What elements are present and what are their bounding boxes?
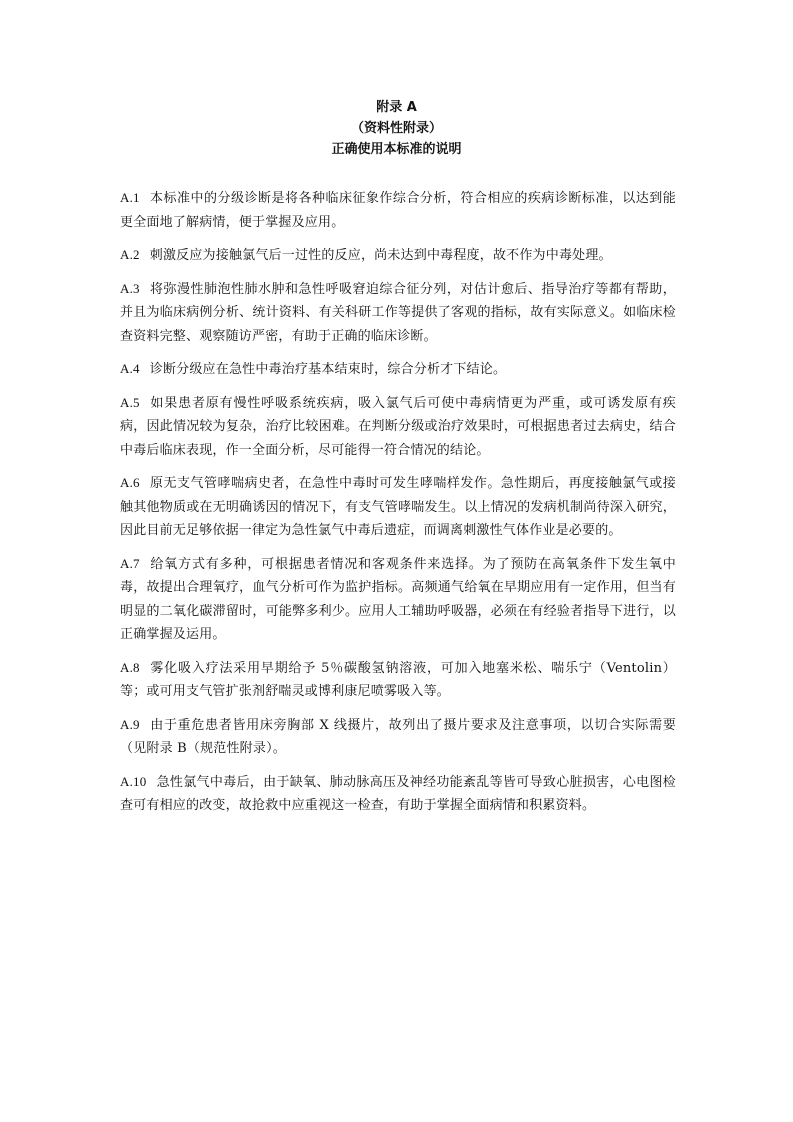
clause-a1 [120,186,676,234]
clause-number: A.1 [120,190,140,205]
clause-a9 [120,713,676,761]
clause-number: A.9 [120,716,140,732]
clause-a4 [120,357,676,382]
clause-a5 [120,391,676,463]
clause-a6 [120,471,676,543]
clause-number: A.2 [120,247,140,262]
clause-number: A.8 [120,659,140,675]
clause-text: 刺激反应为接触氯气后一过性的反应，尚未达到中毒程度，故不作为中毒处理。 [149,248,612,263]
clause-text: 如果患者原有慢性呼吸系统疾病，吸入氯气后可使中毒病情更为严重，或可诱发原有疾病，因此情况较为复杂，治疗比较困难。在判断分级或治疗效果时，可根据患者过去病史，结合中毒后临床表现，作一全面分析，尽可能得一符合情况的结论。 [120,395,676,458]
clause-text: 将弥漫性肺泡性肺水肿和急性呼吸窘迫综合征分列，对估计愈后、指导治疗等都有帮助，并且为临床病例分析、统计资料、有关科研工作等提供了客观的指标，故有实际意义。如临床检查资料完整、观察随访严密，有助于正确的临床诊断。 [120,281,676,344]
clause-text: 给氧方式有多种，可根据患者情况和客观条件来选择。为了预防在高氧条件下发生氧中毒，故提出合理氧疗，血气分析可作为监护指标。高频通气给氧在早期应用有一定作用，但当有明显的二氧化碳滞留时，可能弊多利少。应用人工辅助呼吸器，必须在有经验者指导下进行，以正确掌握及运用。 [120,556,676,642]
clause-number: A.5 [120,394,140,410]
clause-a3 [120,277,676,349]
clause-a7 [120,552,676,647]
clause-number: A.10 [120,773,147,789]
clause-text: 原无支气管哮喘病史者，在急性中毒时可发生哮喘样发作。急性期后，再度接触氯气或接触其他物质或在无明确诱因的情况下，有支气管哮喘发生。以上情况的发病机制尚待深入研究，因此目前无足够依据一律定为急性氯气中毒后遗症，而调离刺激性气体作业是必要的。 [120,476,676,538]
clause-number: A.6 [120,475,140,490]
appendix-header [0,97,793,160]
appendix-title: 正确使用本标准的说明 [331,142,462,157]
clause-list [120,186,676,827]
appendix-nature: （资料性附录） [350,121,442,136]
clause-a10 [120,770,676,818]
clause-a8 [120,656,676,704]
clause-number: A.3 [120,280,140,296]
clause-number: A.7 [120,555,140,571]
clause-text: 急性氯气中毒后，由于缺氧、肺动脉高压及神经功能紊乱等皆可导致心脏损害，心电图检查可有相应的改变，故抢救中应重视这一检查，有助于掌握全面病情和积累资料。 [120,774,676,813]
clause-text: 诊断分级应在急性中毒治疗基本结束时，综合分析才下结论。 [149,362,507,377]
clause-text: 雾化吸入疗法采用早期给予 5％碳酸氢钠溶液，可加入地塞米松、喘乐宁（Ventolin）等；或可用支气管扩张剂舒喘灵或博利康尼喷雾吸入等。 [120,660,676,699]
clause-number: A.4 [120,361,140,376]
clause-a2 [120,243,676,268]
clause-text: 本标准中的分级诊断是将各种临床征象作综合分析，符合相应的疾病诊断标准，以达到能更全面地了解病情，便于掌握及应用。 [120,191,676,230]
clause-text: 由于重危患者皆用床旁胸部 X 线摄片，故列出了摄片要求及注意事项，以切合实际需要（见附录 B（规范性附录）。 [120,717,676,756]
appendix-label: 附录 A [376,100,417,115]
